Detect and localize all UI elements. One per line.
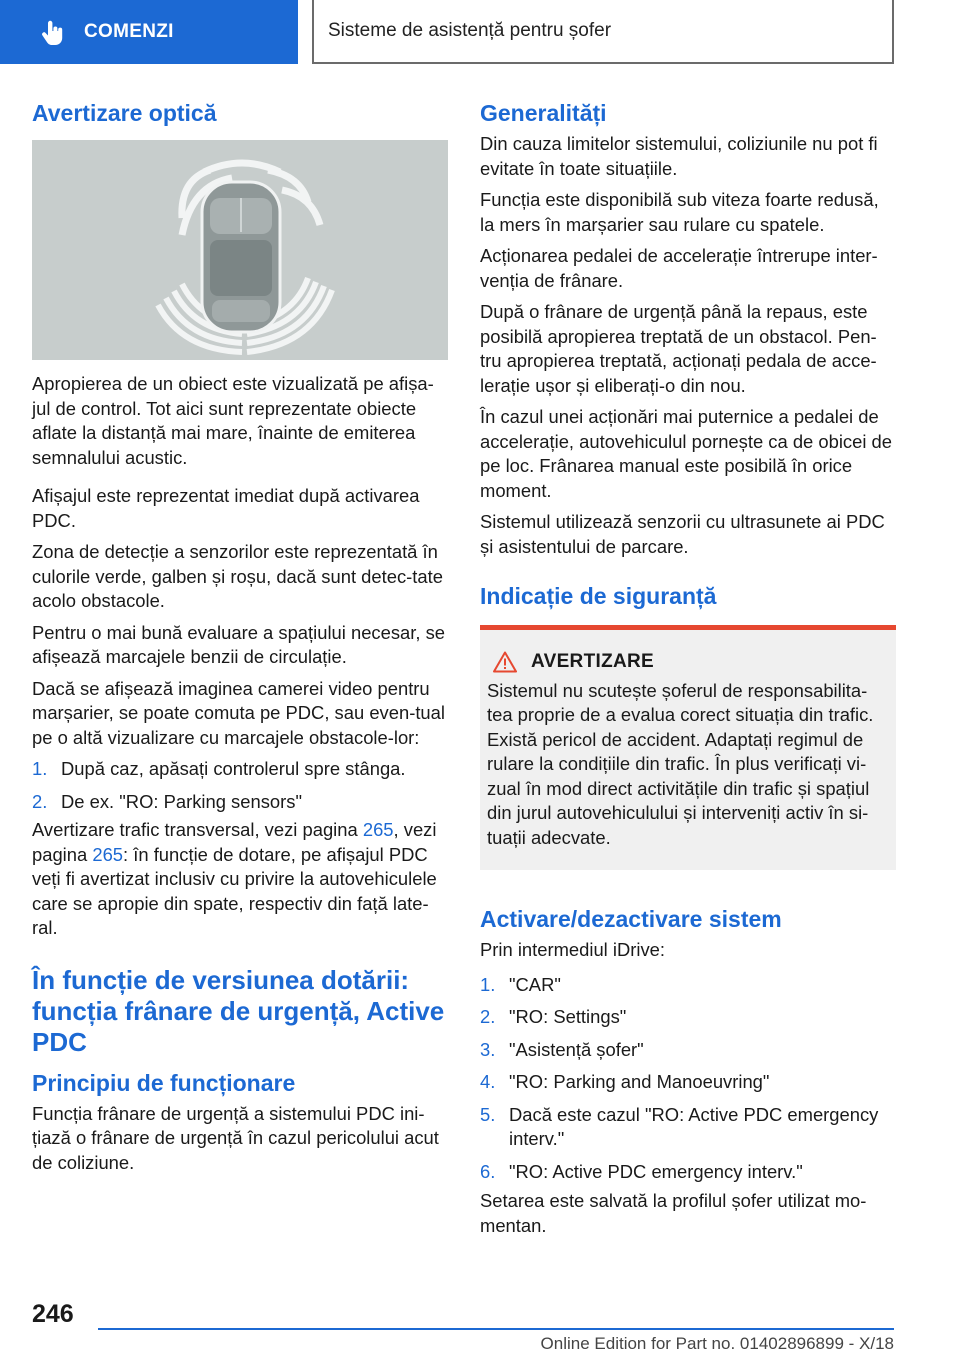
step-number: 4. xyxy=(480,1071,496,1092)
heading-emergency-braking: În funcție de versiunea dotării: funcția frânare de urgență, Active PDC xyxy=(32,964,445,1057)
warning-title: AVERTIZARE xyxy=(531,651,654,672)
step-text: Dacă este cazul "RO: Active PDC emergency interv." xyxy=(509,1103,879,1149)
paragraph-cross-traffic xyxy=(32,818,448,941)
footer-divider xyxy=(98,1328,894,1330)
step-text: "RO: Settings" xyxy=(509,1006,627,1027)
warning-triangle-icon xyxy=(493,651,517,673)
paragraph: Prin intermediul iDrive: xyxy=(480,939,665,960)
heading-safety: Indicație de siguranță xyxy=(480,583,717,609)
paragraph: Setarea este salvată la profilul șofer utilizat mo-mentan. xyxy=(480,1190,867,1236)
paragraph: Pentru o mai bună evaluare a spațiului necesar, se afișează marcajele benzii de circulație. xyxy=(32,621,446,667)
paragraph: Zona de detecție a senzorilor este reprezentată în culorile verde, galben și roșu, dacă sunt detec-tate acolo obstacole. xyxy=(32,541,443,611)
step-text: "RO: Parking and Manoeuvring" xyxy=(509,1071,770,1092)
step-list xyxy=(480,973,896,1185)
paragraph: Acționarea pedalei de accelerație întrerupe inter-venția de frânare. xyxy=(480,245,878,291)
right-column xyxy=(480,98,896,1245)
paragraph: După o frânare de urgență până la repaus, este posibilă apropierea treptată de un obstacol. Pen-tru apropierea treptată, acționați pedala de acce-lerație ușor și eliberați-o din nou. xyxy=(480,301,877,396)
chapter-title: Sisteme de asistență pentru șofer xyxy=(312,0,894,64)
page-link[interactable]: 265 xyxy=(92,843,124,865)
step-text: După caz, apăsați controlerul spre stânga. xyxy=(61,758,406,779)
step-number: 6. xyxy=(480,1160,496,1182)
edition-note: Online Edition for Part no. 01402896899 - X/18 xyxy=(540,1334,894,1353)
step-number: 1. xyxy=(32,758,48,779)
warning-header xyxy=(487,650,888,675)
section-tab-label: COMENZI xyxy=(84,21,174,42)
list-item xyxy=(480,1005,896,1030)
text-run: : în funcție de dotare, pe afișajul PDC veți fi avertizat inclusiv cu privire la autovehiculele care se apropie din spate, respectiv din față late-ral. xyxy=(32,843,437,938)
list-item xyxy=(480,1070,896,1095)
step-number: 3. xyxy=(480,1038,496,1060)
heading-activate: Activare/dezactivare sistem xyxy=(480,906,782,932)
step-list xyxy=(32,757,448,814)
step-text: "Asistență șofer" xyxy=(509,1038,644,1060)
list-item xyxy=(480,1160,896,1185)
warning-text: Sistemul nu scutește șoferul de responsabilita-tea proprie de a evalua corect situația din trafic. Există pericol de accident. Adaptați regimul de rulare la condițiile din trafic. În plus verificați vi-zual în mod direct activitățile din trafic și spațiul din jurul autovehiculului și interveniți activ în si-tuații adecvate. xyxy=(487,679,874,848)
page-number: 246 xyxy=(32,1300,74,1328)
paragraph: Funcția este disponibilă sub viteza foarte redusă, la mers în marșarier sau rulare cu spatele. xyxy=(480,189,879,235)
step-text: "CAR" xyxy=(509,973,561,995)
list-item xyxy=(480,1103,896,1152)
paragraph: Afișajul este reprezentat imediat după activarea PDC. xyxy=(32,485,420,531)
step-number: 5. xyxy=(480,1103,496,1125)
step-number: 2. xyxy=(480,1006,496,1027)
step-text: De ex. "RO: Parking sensors" xyxy=(61,790,302,812)
paragraph: Din cauza limitelor sistemului, coliziunile nu pot fi evitate în toate situațiile. xyxy=(480,133,878,179)
text-run: , vezi pagina xyxy=(32,819,437,865)
paragraph: În cazul unei acționări mai puternice a pedalei de accelerație, autovehiculul pornește ca de obicei de pe loc. Frânarea manual este posibilă în orice moment. xyxy=(480,406,893,501)
heading-principle: Principiu de funcționare xyxy=(32,1069,296,1096)
list-item xyxy=(480,1038,896,1063)
step-number: 1. xyxy=(480,973,496,995)
page-link[interactable]: 265 xyxy=(362,819,394,840)
list-item xyxy=(32,757,448,782)
text-run: Avertizare trafic transversal, vezi pagina xyxy=(32,819,363,840)
step-text: "RO: Active PDC emergency interv." xyxy=(509,1160,803,1182)
heading-general: Generalități xyxy=(480,100,607,126)
paragraph: Dacă se afișează imaginea camerei video pentru marșarier, se poate comuta pe PDC, sau even-tual pe o altă vizualizare cu marcajele obstacole-lor: xyxy=(32,677,445,748)
touch-hand-icon xyxy=(38,17,68,47)
step-number: 2. xyxy=(32,790,48,812)
heading-visual-warning: Avertizare optică xyxy=(32,100,217,126)
list-item xyxy=(480,973,896,998)
section-tab[interactable] xyxy=(0,0,298,64)
warning-box xyxy=(480,625,896,870)
paragraph: Apropierea de un obiect este vizualizată pe afișa-jul de control. Tot aici sunt reprezentate obiecte aflate la distanță mai mare, înainte de emiterea semnalului acustic. xyxy=(32,373,434,468)
pdc-display-illustration xyxy=(32,140,448,360)
paragraph: Funcția frânare de urgență a sistemului PDC ini-țiază o frânare de urgență în cazul pericolului acut de coliziune. xyxy=(32,1102,439,1173)
left-column xyxy=(32,98,448,1182)
paragraph: Sistemul utilizează senzorii cu ultrasunete ai PDC și asistentului de parcare. xyxy=(480,511,885,557)
list-item xyxy=(32,790,448,815)
